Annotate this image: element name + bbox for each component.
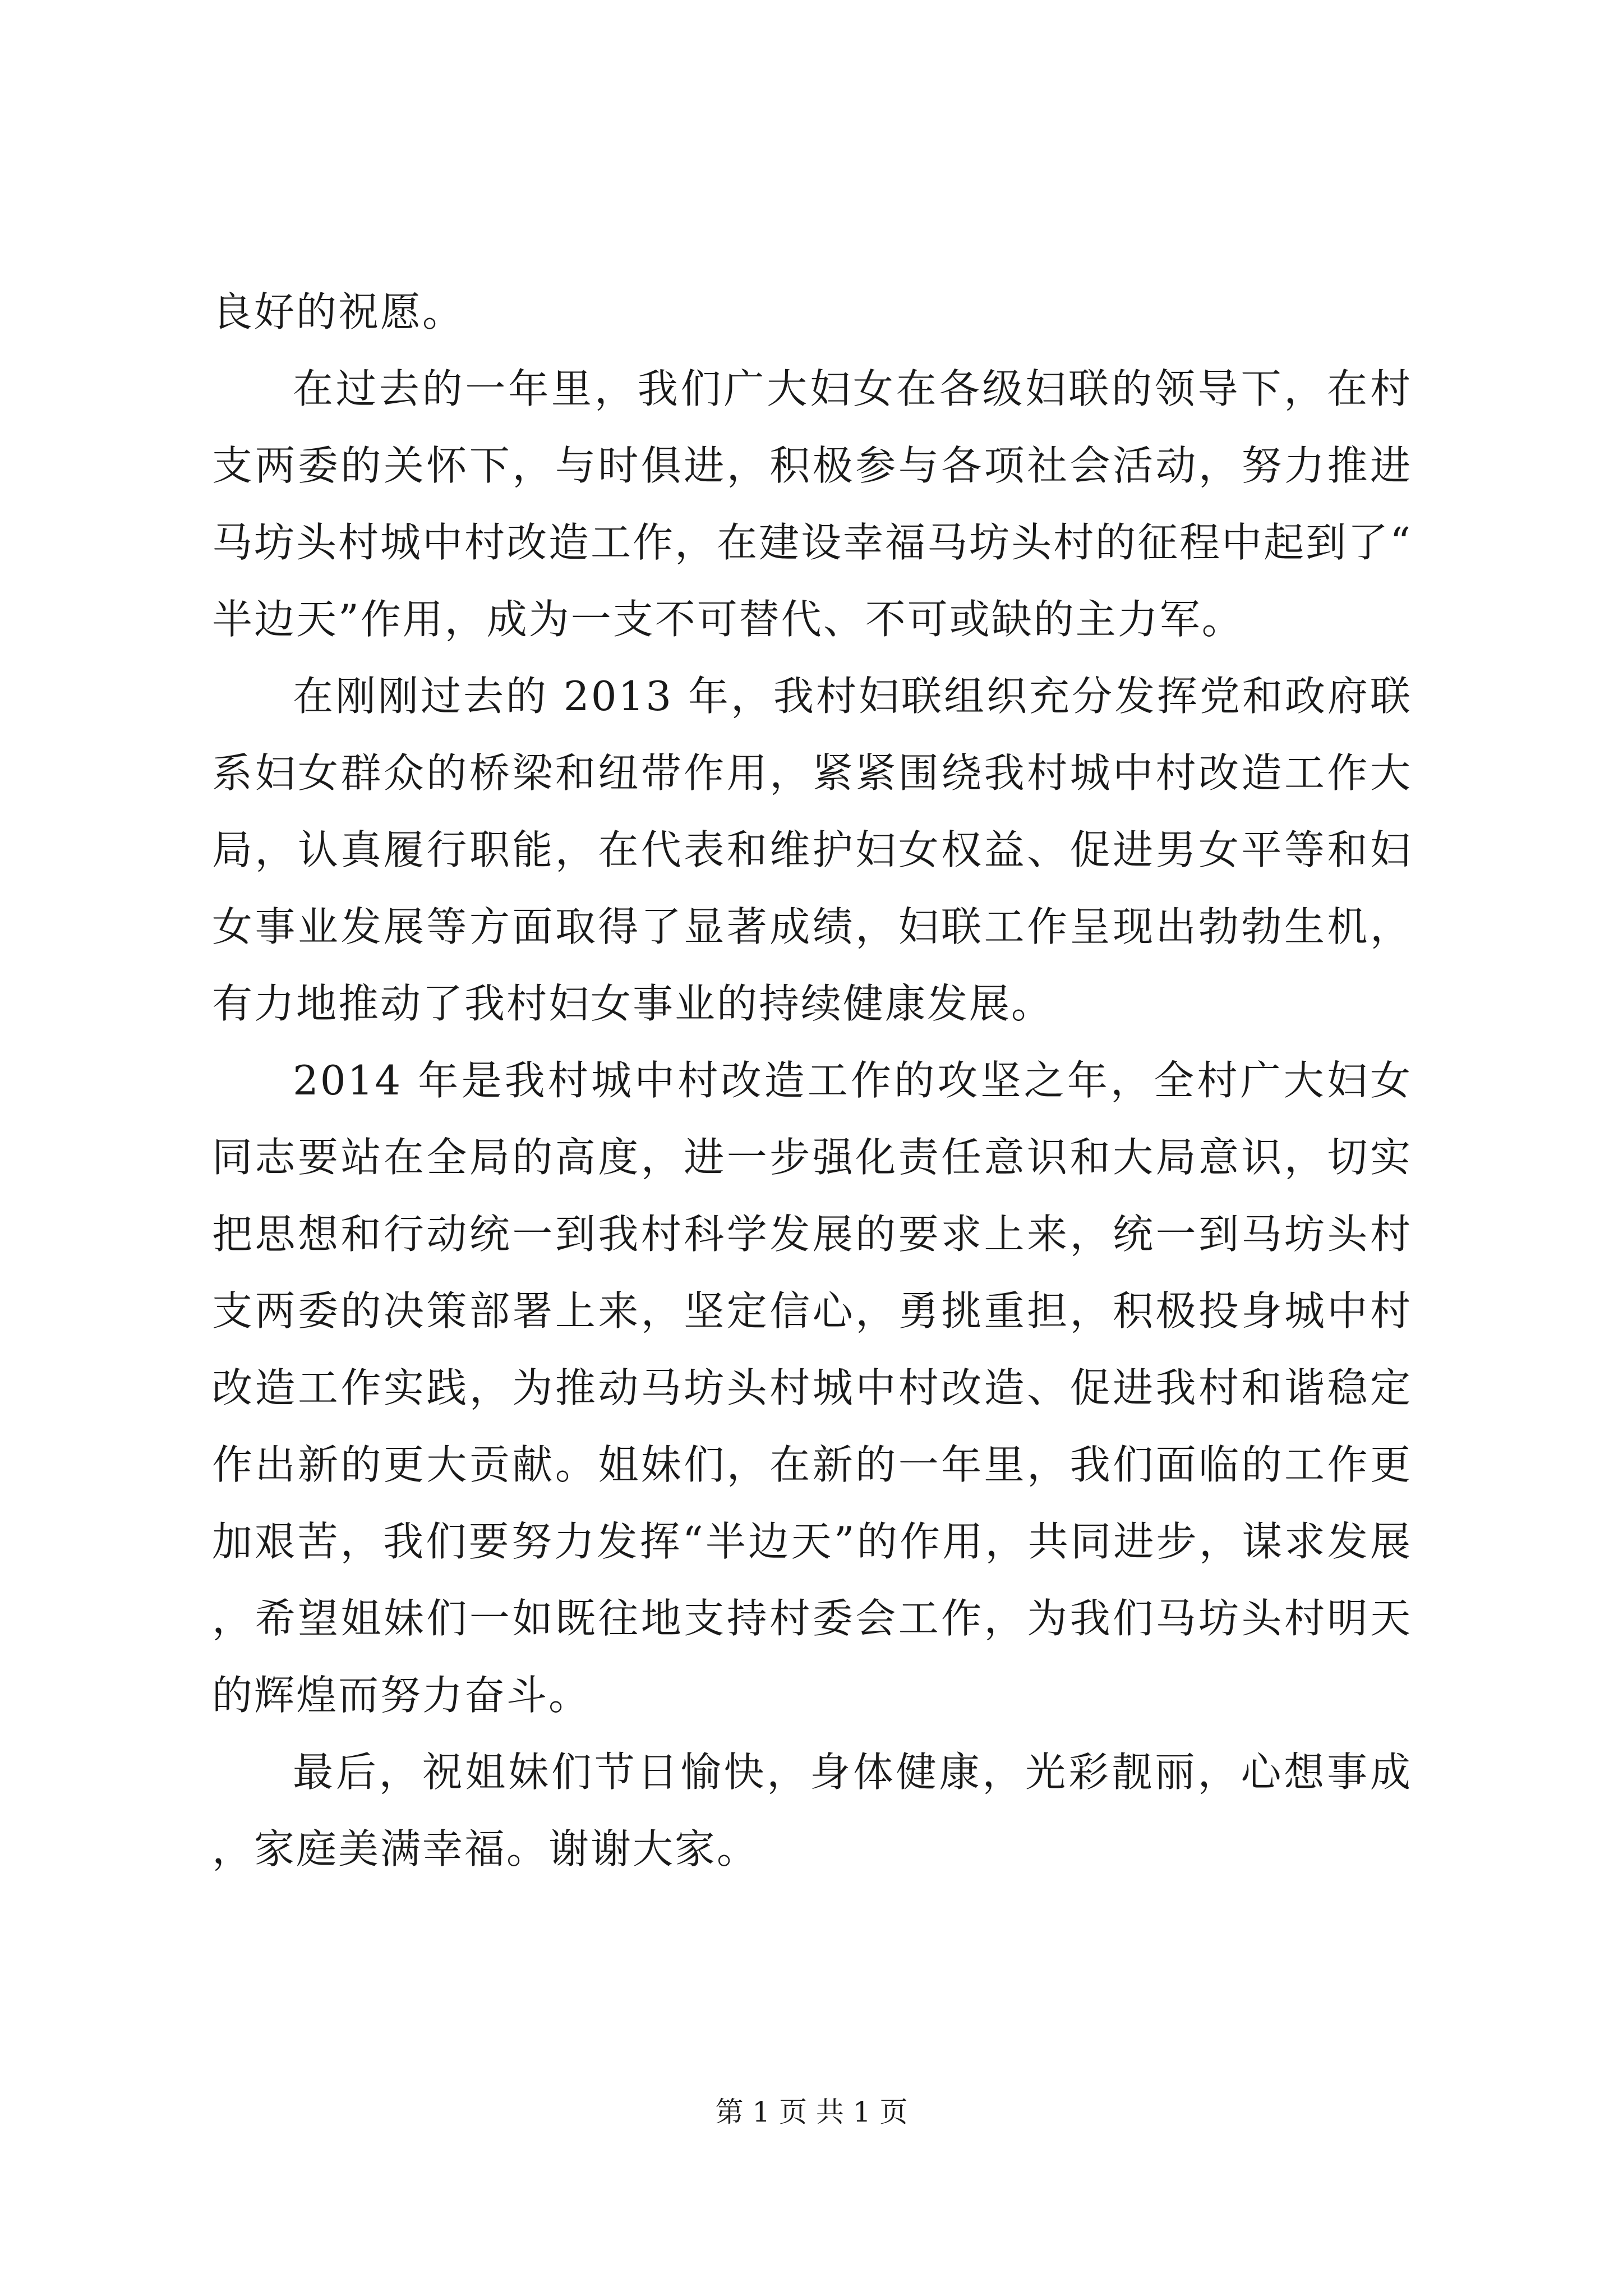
paragraph-5: 最后，祝姐妹们节日愉快，身体健康，光彩靓丽，心想事成，家庭美满幸福。谢谢大家。 bbox=[212, 1749, 1412, 1872]
document-body bbox=[212, 274, 1412, 1888]
page-number-label: 第 1 页 共 1 页 bbox=[715, 2096, 908, 2128]
paragraph-4: 2014 年是我村城中村改造工作的攻坚之年，全村广大妇女同志要站在全局的高度，进一步强化责任意识和大局意识，切实把思想和行动统一到我村科学发展的要求上来，统一到马坊头村支两委的决策部署上来，坚定信心，勇挑重担，积极投身城中村改造工作实践，为推动马坊头村城中村改造、促进我村和谐稳定作出新的更大贡献。姐妹们，在新的一年里，我们面临的工作更加艰苦，我们要努力发挥“半边天”的作用，共同进步，谋求发展，希望姐妹们一如既往地支持村委会工作，为我们马坊头村明天的辉煌而努力奋斗。 bbox=[212, 1057, 1412, 1719]
page-footer bbox=[0, 2092, 1623, 2132]
paragraph-3: 在刚刚过去的 2013 年，我村妇联组织充分发挥党和政府联系妇女群众的桥梁和纽带作用，紧紧围绕我村城中村改造工作大局，认真履行职能，在代表和维护妇女权益、促进男女平等和妇女事业发展等方面取得了显著成绩，妇联工作呈现出勃勃生机，有力地推动了我村妇女事业的持续健康发展。 bbox=[212, 673, 1412, 1027]
paragraph-1: 良好的祝愿。 bbox=[212, 288, 465, 335]
paragraph-2: 在过去的一年里，我们广大妇女在各级妇联的领导下，在村支两委的关怀下，与时俱进，积极参与各项社会活动，努力推进马坊头村城中村改造工作，在建设幸福马坊头村的征程中起到了“半边天”作用，成为一支不可替代、不可或缺的主力军。 bbox=[212, 365, 1412, 643]
